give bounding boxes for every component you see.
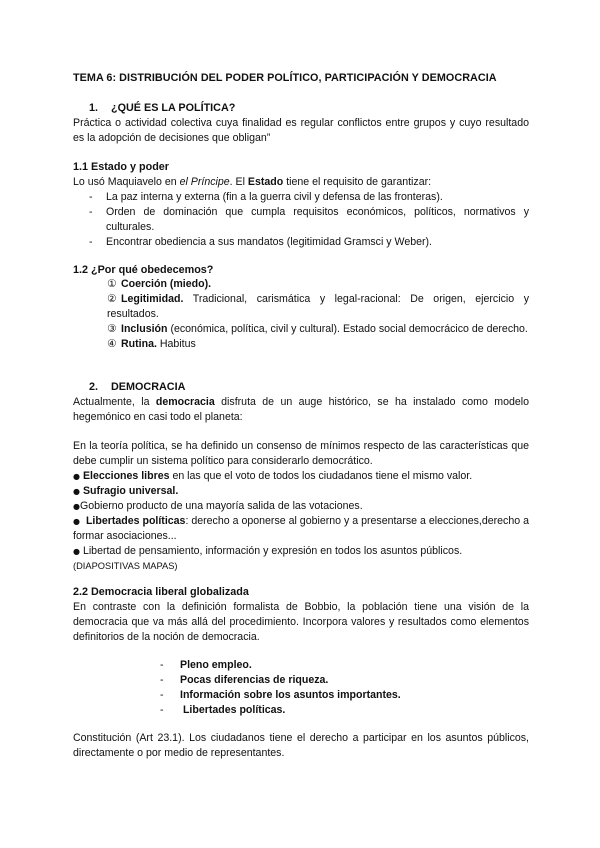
subsection-1-1-heading: 1.1 Estado y poder — [73, 161, 170, 173]
state-requirements-list — [73, 190, 529, 250]
list-item-text: Información sobre los asuntos importantes. — [180, 689, 401, 701]
reason-label: Coerción (miedo). — [121, 278, 212, 290]
democracy-intro — [73, 395, 529, 425]
constitution-article: Constitución (Art 23.1). Los ciudadanos tiene el derecho a participar en los asuntos públicos, directamente o por medio de representantes. — [73, 732, 529, 759]
reason-label: Legitimidad. — [121, 293, 184, 305]
reason-item — [107, 277, 529, 292]
list-item — [73, 235, 529, 250]
democracy-criteria-list — [73, 469, 529, 574]
reason-text: Tradicional, carismática y legal-racional: De origen, ejercicio y resultados. — [107, 293, 529, 320]
list-item — [160, 688, 490, 703]
dash-marker: - — [160, 674, 164, 686]
book-title: el Príncipe — [179, 176, 230, 188]
slides-note: (DIAPOSITIVAS MAPAS) — [73, 561, 178, 571]
reason-number: ④ — [107, 338, 117, 350]
section-2-title: DEMOCRACIA — [111, 381, 186, 393]
list-item — [160, 658, 490, 673]
section-2-number: 2. — [89, 381, 99, 393]
democracy-intro-text-b: disfruta de un auge histórico, se ha instalado como modelo hegemónico en casi todo el planeta: — [73, 396, 529, 423]
list-item — [160, 673, 490, 688]
bullet-marker: ● — [73, 472, 80, 481]
dash-marker: - — [89, 191, 93, 203]
section-1-number: 1. — [89, 102, 99, 114]
criteria-item — [73, 499, 529, 514]
bullet-marker: ● — [73, 502, 80, 511]
criteria-item — [73, 484, 529, 499]
state-intro-text-a: Lo usó Maquiavelo en — [73, 176, 180, 188]
criteria-text: Gobierno producto de una mayoría salida de las votaciones. — [79, 500, 363, 512]
liberal-democracy-text: En contraste con la definición formalista de Bobbio, la población tiene una visión de la democracia que va más allá del procedimiento. Incorpora valores y resultados como elementos definitorios de la noción de democracia. — [73, 601, 529, 643]
section-2-heading — [89, 380, 185, 395]
reason-item — [107, 322, 529, 337]
dash-marker: - — [160, 689, 164, 701]
criteria-item — [73, 469, 529, 484]
list-item-text: Orden de dominación que cumpla requisitos económicos, políticos, normativos y culturales. — [106, 206, 529, 233]
bullet-marker: ● — [73, 517, 80, 526]
criteria-label: Elecciones libres — [82, 470, 170, 482]
list-item-text: Pocas diferencias de riqueza. — [180, 674, 329, 686]
bullet-marker: ● — [73, 487, 80, 496]
state-keyword: Estado — [247, 176, 284, 188]
reason-number: ① — [107, 278, 117, 290]
subsection-2-2-heading: 2.2 Democracia liberal globalizada — [73, 586, 249, 598]
list-item-text: La paz interna y externa (fin a la guerra civil y defensa de las fronteras). — [106, 191, 443, 203]
state-intro — [73, 175, 529, 190]
list-item — [73, 205, 529, 235]
politics-definition: Práctica o actividad colectiva cuya finalidad es regular conflictos entre grupos y cuyo resultado es la adopción de decisiones que obligan” — [73, 117, 529, 144]
reason-text: Habitus — [156, 338, 196, 350]
section-1-heading — [89, 101, 235, 116]
reason-item — [107, 337, 529, 352]
democracy-values-list — [160, 658, 490, 718]
reason-text: (económica, política, civil y cultural). Estado social democrácico de derecho. — [167, 323, 528, 335]
document-title: TEMA 6: DISTRIBUCIÓN DEL PODER POLÍTICO, PARTICIPACIÓN Y DEMOCRACIA — [73, 72, 497, 84]
dash-marker: - — [160, 704, 164, 716]
reason-number: ③ — [107, 323, 117, 335]
reason-label: Rutina. — [121, 338, 157, 350]
criteria-item — [73, 544, 529, 559]
criteria-text: en las que el voto de todos los ciudadanos tiene el mismo valor. — [169, 470, 473, 482]
state-intro-text-c: tiene el requisito de garantizar: — [283, 176, 432, 188]
democracy-consensus: En la teoría política, se ha definido un consenso de mínimos respecto de las características que debe cumplir un sistema político para considerarlo democrático. — [73, 440, 529, 467]
reason-label: Inclusión — [121, 323, 168, 335]
state-intro-text-b: . El — [229, 176, 248, 188]
democracy-keyword: democracia — [155, 396, 215, 408]
dash-marker: - — [89, 206, 93, 218]
reason-number: ② — [107, 293, 117, 305]
section-1-title: ¿QUÉ ES LA POLÍTICA? — [111, 102, 236, 114]
reason-item — [107, 292, 529, 322]
obedience-reasons — [107, 277, 529, 352]
democracy-intro-text-a: Actualmente, la — [73, 396, 156, 408]
criteria-item — [73, 514, 529, 544]
dash-marker: - — [89, 236, 93, 248]
bullet-marker: ● — [73, 547, 80, 556]
list-item — [160, 703, 490, 718]
criteria-text: Libertad de pensamiento, información y expresión en todos los asuntos públicos. — [82, 545, 463, 557]
list-item — [73, 190, 529, 205]
subsection-1-2-heading: 1.2 ¿Por qué obedecemos? — [73, 264, 214, 276]
criteria-label: Sufragio universal. — [82, 485, 179, 497]
list-item-text: Pleno empleo. — [180, 659, 252, 671]
list-item-text: Libertades políticas. — [180, 704, 286, 716]
criteria-text: : derecho a oponerse al gobierno y a presentarse a elecciones,derecho a formar asociaciones... — [73, 515, 529, 542]
list-item-text: Encontrar obediencia a sus mandatos (legitimidad Gramsci y Weber). — [106, 236, 433, 248]
criteria-label: Libertades políticas — [85, 515, 186, 527]
dash-marker: - — [160, 659, 164, 671]
